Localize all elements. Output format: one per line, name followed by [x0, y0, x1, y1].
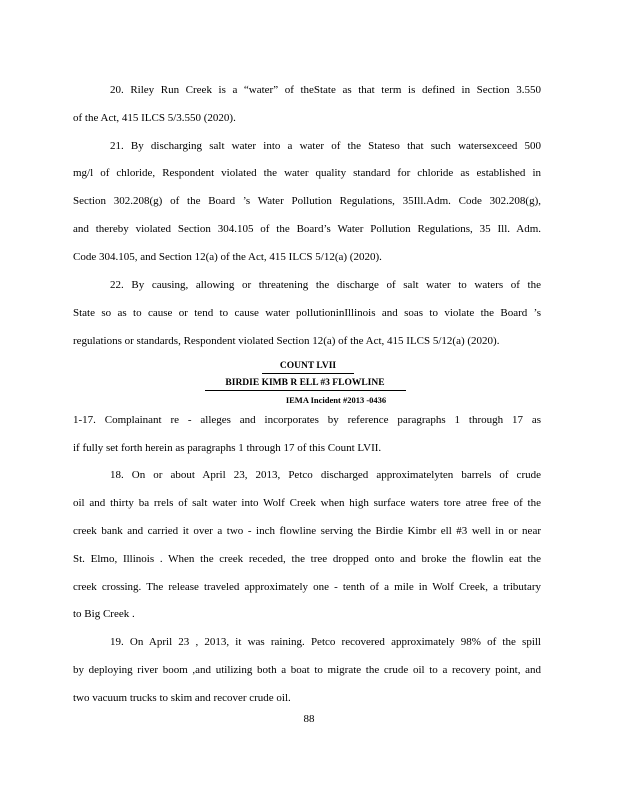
count-well-underline — [205, 390, 406, 391]
para-21-line-4: and thereby violated Section 304.105 of the Board’s Water Pollution Regulations, 35 Ill. Adm. — [73, 223, 541, 235]
para-22-line-3: regulations or standards, Respondent violated Section 12(a) of the Act, 415 ILCS 5/12(a) (2020). — [73, 335, 500, 347]
para-18-line-4: St. Elmo, Illinois . When the creek receded, the tree dropped onto and broke the flowlin eat the — [73, 553, 541, 565]
count-well-line: BIRDIE KIMB R ELL #3 FLOWLINE — [225, 378, 385, 388]
page-number: 88 — [303, 713, 315, 725]
para-18-line-3: creek bank and carried it over a two - inch flowline serving the Birdie Kimbr ell #3 well in or near — [73, 525, 541, 537]
count-title: COUNT LVII — [279, 361, 337, 371]
count-title-underline — [262, 373, 354, 374]
para-18-line-2: oil and thirty ba rrels of salt water into Wolf Creek when high surface waters tore atree free of the — [73, 497, 541, 509]
para-21-line-1: 21. By discharging salt water into a water of the Stateso that such watersexceed 500 — [110, 140, 541, 152]
para-22-line-2: State so as to cause or tend to cause water pollutioninIllinois and soas to violate the Board ’s — [73, 307, 541, 319]
para-18-line-6: to Big Creek . — [73, 608, 135, 620]
para-1-17-line-1: 1-17. Complainant re - alleges and incorporates by reference paragraphs 1 through 17 as — [73, 414, 541, 426]
para-19-line-3: two vacuum trucks to skim and recover crude oil. — [73, 692, 291, 704]
para-18-line-1: 18. On or about April 23, 2013, Petco discharged approximatelyten barrels of crude — [110, 469, 541, 481]
para-21-line-3: Section 302.208(g) of the Board ’s Water Pollution Regulations, 35Ill.Adm. Code 302.208(g), — [73, 195, 541, 207]
para-19-line-2: by deploying river boom ,and utilizing both a boat to migrate the crude oil to a recovery point, and — [73, 664, 541, 676]
para-19-line-1: 19. On April 23 , 2013, it was raining. Petco recovered approximately 98% of the spill — [110, 636, 541, 648]
para-21-line-5: Code 304.105, and Section 12(a) of the Act, 415 ILCS 5/12(a) (2020). — [73, 251, 382, 263]
para-21-line-2: mg/l of chloride, Respondent violated the water quality standard for chloride as established in — [73, 167, 541, 179]
para-20-line-2: of the Act, 415 ILCS 5/3.550 (2020). — [73, 112, 236, 124]
count-incident-line: IEMA Incident #2013 -0436 — [285, 395, 387, 405]
para-20-line-1: 20. Riley Run Creek is a “water” of theState as that term is defined in Section 3.550 — [110, 84, 541, 96]
para-1-17-line-2: if fully set forth herein as paragraphs 1 through 17 of this Count LVII. — [73, 442, 382, 454]
para-22-line-1: 22. By causing, allowing or threatening the discharge of salt water to waters of the — [110, 279, 541, 291]
para-18-line-5: creek crossing. The release traveled approximately one - tenth of a mile in Wolf Creek, a tributary — [73, 581, 541, 593]
